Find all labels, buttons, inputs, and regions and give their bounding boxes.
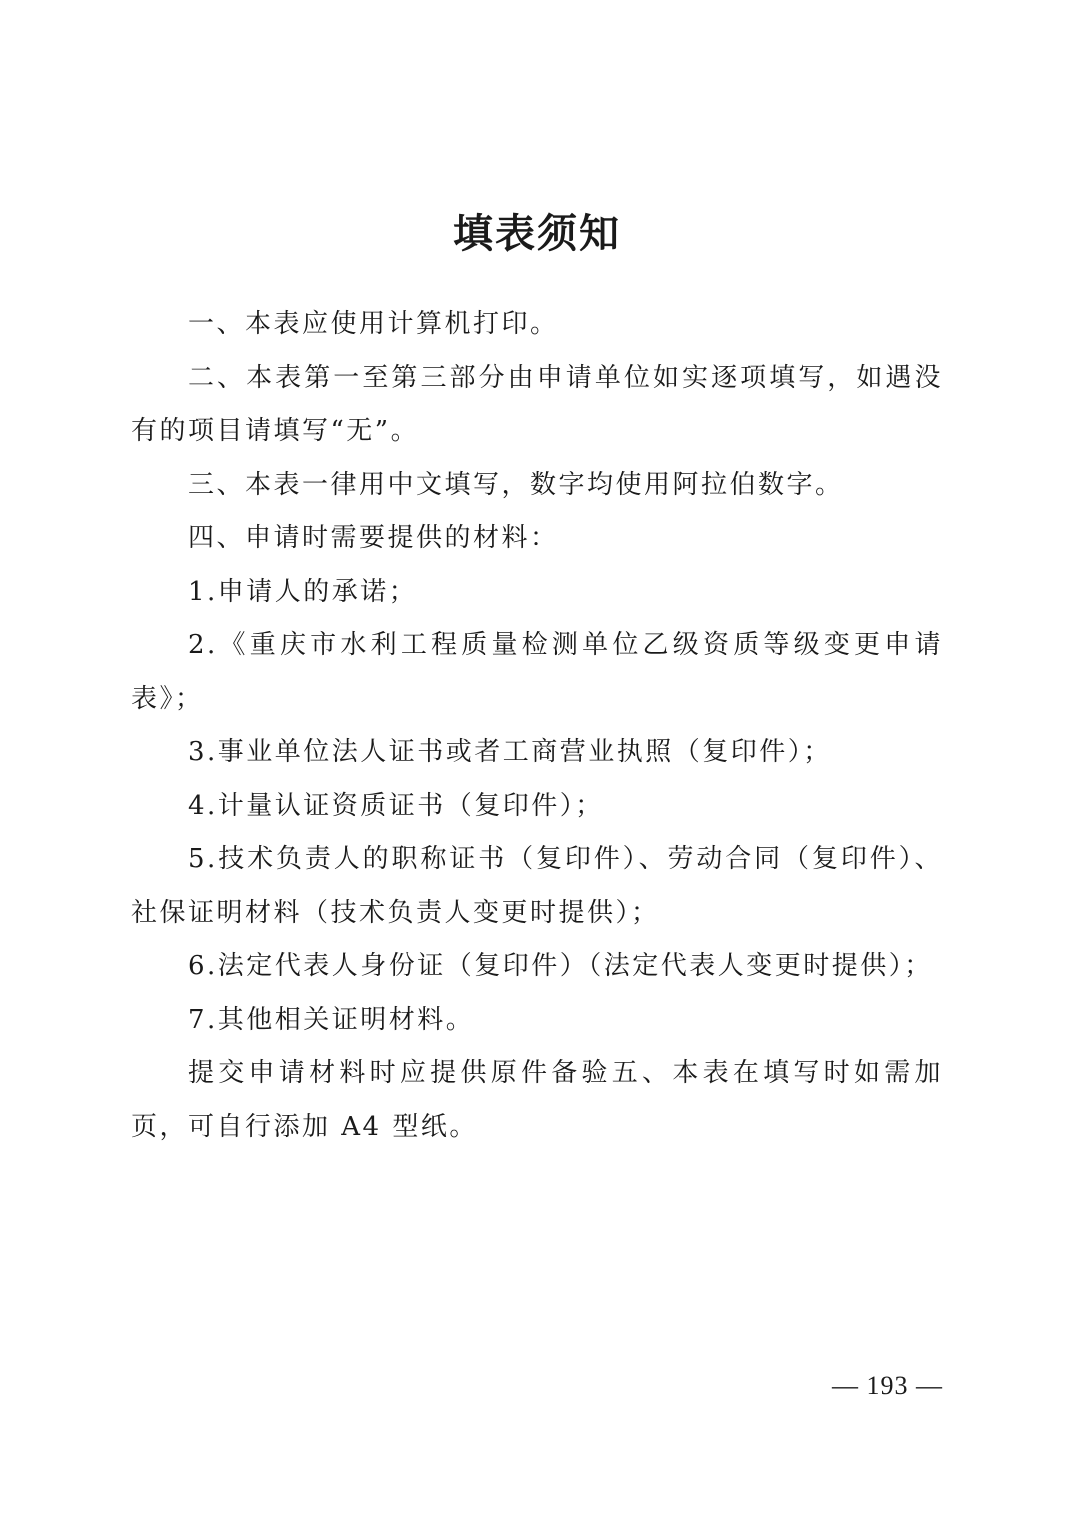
page-title: 填表须知 bbox=[453, 209, 621, 257]
material-item-1: 1.申请人的承诺； bbox=[188, 576, 418, 607]
material-item-2: 2.《重庆市水利工程质量检测单位乙级资质等级变更申请表》； bbox=[131, 630, 943, 714]
instructions-body bbox=[131, 298, 943, 1154]
material-item-6: 6.法定代表人身份证（复印件）（法定代表人变更时提供）； bbox=[188, 951, 933, 981]
page-number: — 193 — bbox=[832, 1371, 943, 1400]
instruction-item-4: 四、申请时需要提供的材料： bbox=[188, 523, 559, 553]
submission-note: 提交申请材料时应提供原件备验五、本表在填写时如需加页，可自行添加 A4 型纸。 bbox=[131, 1058, 943, 1142]
material-item-5: 5.技术负责人的职称证书（复印件）、劳动合同（复印件）、社保证明材料（技术负责人变更时提供）； bbox=[131, 844, 943, 928]
material-item-4: 4.计量认证资质证书（复印件）； bbox=[188, 790, 604, 821]
instruction-item-2: 二、本表第一至第三部分由申请单位如实逐项填写，如遇没有的项目请填写“无”。 bbox=[131, 362, 943, 446]
instruction-item-1: 一、本表应使用计算机打印。 bbox=[188, 309, 559, 339]
instruction-item-3: 三、本表一律用中文填写，数字均使用阿拉伯数字。 bbox=[188, 469, 844, 500]
material-item-7: 7.其他相关证明材料。 bbox=[188, 1004, 475, 1035]
material-item-3: 3.事业单位法人证书或者工商营业执照（复印件）； bbox=[188, 737, 832, 767]
